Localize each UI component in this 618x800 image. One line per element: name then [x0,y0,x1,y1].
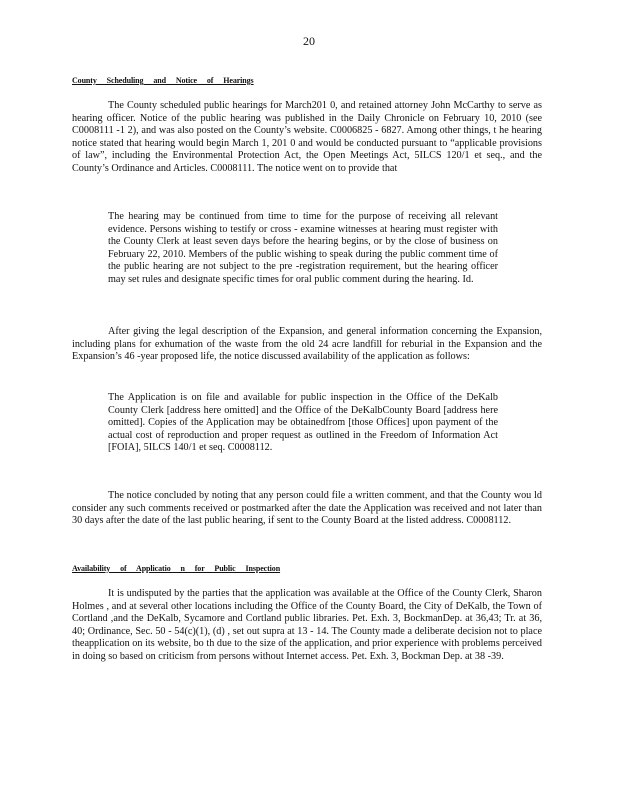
paragraph: The notice concluded by noting that any person could file a written comment, and that the County wou ld consider any such comments received or postmarked after the date the Application was received and not later than 30 days after the date of the last public hearing, if sent to the County Board at the listed address. C0008112. [72,490,542,527]
paragraph: The County scheduled public hearings for March201 0, and retained attorney John McCarthy to serve as hearing officer. Notice of the public hearing was published in the Daily Chronicle on February 10, 2010 (see C0008111 -1 2), and was also posted on the County’s website. C0006825 - 6827. Among other things, t he hearing notice stated that hearing would begin March 1, 201 0 and would be conducted pursuant to “applicable provisions of law”, including the Environmental Protection Act, the Open Meetings Act, 5ILCS 120/1 et seq., and the County’s Ordinance and Articles. C0008111. The notice went on to provide that [72,100,542,174]
section-heading: County Scheduling and Notice of Hearings [72,76,254,85]
block-quote: The Application is on file and available for public inspection in the Office of the DeKalb County Clerk [address here omitted] and the Office of the DeKalbCounty Board [address here omitted]. Copies of the Application may be obtainedfrom [those Offices] upon payment of the actual cost of reproduction and proper request as outlined in the Freedom of Information Act [FOIA], 5ILCS 140/1 et seq. C0008112. [108,392,498,454]
paragraph: After giving the legal description of the Expansion, and general information concerning the Expansion, including plans for exhumation of the waste from the old 24 acre landfill for reburial in the Expansion and the Expansion’s 46 -year proposed life, the notice discussed availability of the application as follows: [72,326,542,363]
page-number: 20 [303,34,315,48]
block-quote: The hearing may be continued from time to time for the purpose of receiving all relevant evidence. Persons wishing to testify or cross - examine witnesses at hearing must register with the County Clerk at least seven days before the hearing begins, or by the close of business on February 22, 2010. Members of the public wishing to speak during the public comment time of the public hearing are not subject to the pre -registration requirement, but the hearing officer may set rules and designate specific times for oral public comment during the hearing. Id. [108,211,498,285]
paragraph: It is undisputed by the parties that the application was available at the Office of the County Clerk, Sharon Holmes , and at several other locations including the Office of the County Board, the City of DeKalb, the Town of Cortland ,and the DeKalb, Sycamore and Cortland public libraries. Pet. Exh. 3, BockmanDep. at 36,43; Tr. at 36, 40; Ordinance, Sec. 50 - 54(c)(1), (d) , set out supra at 13 - 14. The County made a deliberate decision not to place theapplication on its website, bo th due to the size of the application, and prior experience with problems perceived in doing so based on criticism from persons without Internet access. Pet. Exh. 3, Bockman Dep. at 38 -39. [72,588,542,662]
section-heading: Availability of Applicatio n for Public Inspection [72,564,281,573]
